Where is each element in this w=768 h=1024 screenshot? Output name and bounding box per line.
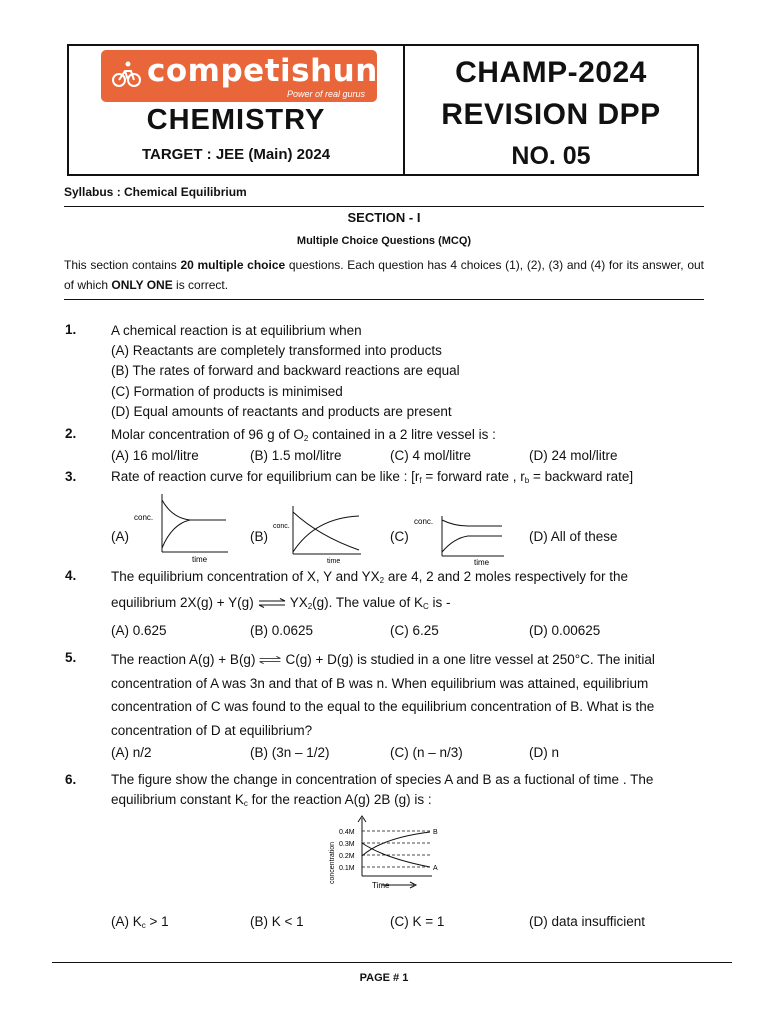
section-description <box>64 255 704 295</box>
question-line: concentration of D at equilibrium? <box>111 722 313 738</box>
equilibrium-arrow-icon <box>258 655 282 665</box>
curve-label-b: B <box>433 829 438 836</box>
option-d: (D) n <box>529 745 559 760</box>
section-title: SECTION - I <box>347 210 421 225</box>
cyclist-icon <box>111 59 141 89</box>
desc-bold: ONLY ONE <box>111 278 173 292</box>
section-subtitle: Multiple Choice Questions (MCQ) <box>296 235 472 247</box>
option-d: (D) Equal amounts of reactants and products are present <box>111 404 452 419</box>
q-text: YX <box>289 595 308 610</box>
question-number: 1. <box>65 322 77 337</box>
subscript: 2 <box>307 602 313 611</box>
subscript: C <box>422 602 429 611</box>
divider <box>64 206 704 207</box>
revision-title: REVISION DPP <box>441 98 661 131</box>
q-text: The equilibrium concentration of X, Y and YX <box>111 569 380 584</box>
question-text: The figure show the change in concentration of species A and B as a fuctional of time . The <box>111 772 654 787</box>
page-number: PAGE # 1 <box>359 972 409 984</box>
tick-label: 0.3M <box>339 841 355 848</box>
question-line <box>111 648 703 672</box>
graph-ylabel: conc. <box>414 517 434 526</box>
q-text: equilibrium 2X(g) + Y(g) <box>111 595 254 610</box>
concentration-time-graph <box>322 812 452 894</box>
option-c: (C) Formation of products is minimised <box>111 384 343 399</box>
option-b: (B) 0.0625 <box>250 623 314 638</box>
champ-title: CHAMP-2024 <box>455 56 647 89</box>
subscript: 2 <box>303 434 309 443</box>
option-c: (C) 6.25 <box>390 623 439 638</box>
option-c: (C) <box>390 529 409 544</box>
syllabus: Syllabus : Chemical Equilibrium <box>64 185 247 199</box>
subscript: c <box>243 799 248 808</box>
subscript: 2 <box>379 576 385 585</box>
q-text: = forward rate , r <box>421 469 525 484</box>
question-number: 6. <box>65 772 77 787</box>
graph-xlabel: time <box>327 558 341 565</box>
option-b: (B) <box>250 529 268 544</box>
option-a: (A) n/2 <box>111 745 152 760</box>
desc-text: questions. Each question has 4 choices (1), (2), (3) and (4) for its answer, out of which <box>64 258 705 292</box>
divider <box>64 299 704 300</box>
curve-label-a: A <box>433 865 438 872</box>
tick-label: 0.4M <box>339 829 355 836</box>
option-d: (D) 0.00625 <box>529 623 601 638</box>
question-number: 4. <box>65 568 77 583</box>
question-number: 2. <box>65 426 77 441</box>
subject-title: CHEMISTRY <box>146 104 326 136</box>
graph-xlabel: time <box>192 555 208 564</box>
question-line: concentration of A was 3n and that of B was n. When equilibrium was attained, equilibrium <box>111 675 649 691</box>
option-b: (B) The rates of forward and backward reactions are equal <box>111 363 460 378</box>
graph-xlabel: time <box>474 558 490 567</box>
option-d: (D) data insufficient <box>529 914 646 929</box>
header-left <box>69 46 405 174</box>
opt-text: (A) K <box>111 914 142 929</box>
logo <box>101 50 377 102</box>
question-number: 5. <box>65 650 77 665</box>
dpp-number: NO. 05 <box>511 142 591 170</box>
question-line: concentration of C was found to the equal to the equilibrium concentration of B. What is the <box>111 699 655 714</box>
tick-label: 0.2M <box>339 853 355 860</box>
question-text <box>111 567 703 591</box>
q-text: Rate of reaction curve for equilibrium can be like : [r <box>111 469 420 484</box>
question-text: A chemical reaction is at equilibrium when <box>111 323 362 338</box>
q-text: is - <box>428 595 451 610</box>
question-text <box>111 425 703 449</box>
option-a: (A) 0.625 <box>111 623 167 638</box>
option-c: (C) 4 mol/litre <box>390 448 472 463</box>
graph-c <box>412 512 512 568</box>
option-d: (D) 24 mol/litre <box>529 448 618 463</box>
option-b: (B) 1.5 mol/litre <box>250 448 342 463</box>
graph-ylabel: conc. <box>134 513 154 522</box>
option-d: (D) All of these <box>529 529 618 544</box>
option-a: (A) Reactants are completely transformed into products <box>111 343 442 358</box>
q-text: are 4, 2 and 2 moles respectively for the <box>384 569 629 584</box>
q-text: = backward rate] <box>529 469 634 484</box>
subscript: b <box>524 476 530 485</box>
opt-text: > 1 <box>145 914 169 929</box>
question-text <box>111 790 703 814</box>
graph-xlabel: Time <box>372 881 390 890</box>
desc-bold: 20 multiple choice <box>180 258 286 272</box>
graph-b <box>265 500 365 566</box>
option-c: (C) K = 1 <box>390 914 445 929</box>
header-box <box>67 44 699 176</box>
q-text: (g). The value of K <box>312 595 423 610</box>
option-a <box>111 914 169 930</box>
option-c: (C) (n – n/3) <box>390 745 463 760</box>
target-exam: TARGET : JEE (Main) 2024 <box>141 146 331 163</box>
logo-tagline: Power of real gurus <box>286 89 365 99</box>
question-text <box>111 467 703 491</box>
tick-label: 0.1M <box>339 865 355 872</box>
graph-a <box>130 490 230 566</box>
footer-divider <box>52 962 732 963</box>
option-b: (B) K < 1 <box>250 914 304 929</box>
q-text: for the reaction A(g) 2B (g) is : <box>247 792 432 807</box>
option-a: (A) 16 mol/litre <box>111 448 199 463</box>
desc-text: This section contains <box>64 258 181 272</box>
q-text: equilibrium constant K <box>111 792 244 807</box>
graph-ylabel: conc. <box>273 523 290 530</box>
graph-ylabel: concentration <box>329 841 336 884</box>
desc-text: is correct. <box>172 278 229 292</box>
q-text: The reaction A(g) + B(g) <box>111 652 256 667</box>
q-text: contained in a 2 litre vessel is : <box>308 427 496 442</box>
option-b: (B) (3n – 1/2) <box>250 745 330 760</box>
logo-text: competishun <box>147 53 378 89</box>
question-number: 3. <box>65 469 77 484</box>
equilibrium-arrow-icon <box>257 598 287 608</box>
q-text: Molar concentration of 96 g of O <box>111 427 304 442</box>
question-text <box>111 593 703 617</box>
q-text: C(g) + D(g) is studied in a one litre vessel at 250°C. The initial <box>285 652 655 667</box>
subscript: f <box>419 476 422 485</box>
subscript: c <box>141 921 146 930</box>
header-right <box>405 46 697 174</box>
option-a: (A) <box>111 529 129 544</box>
question-text <box>111 648 703 742</box>
